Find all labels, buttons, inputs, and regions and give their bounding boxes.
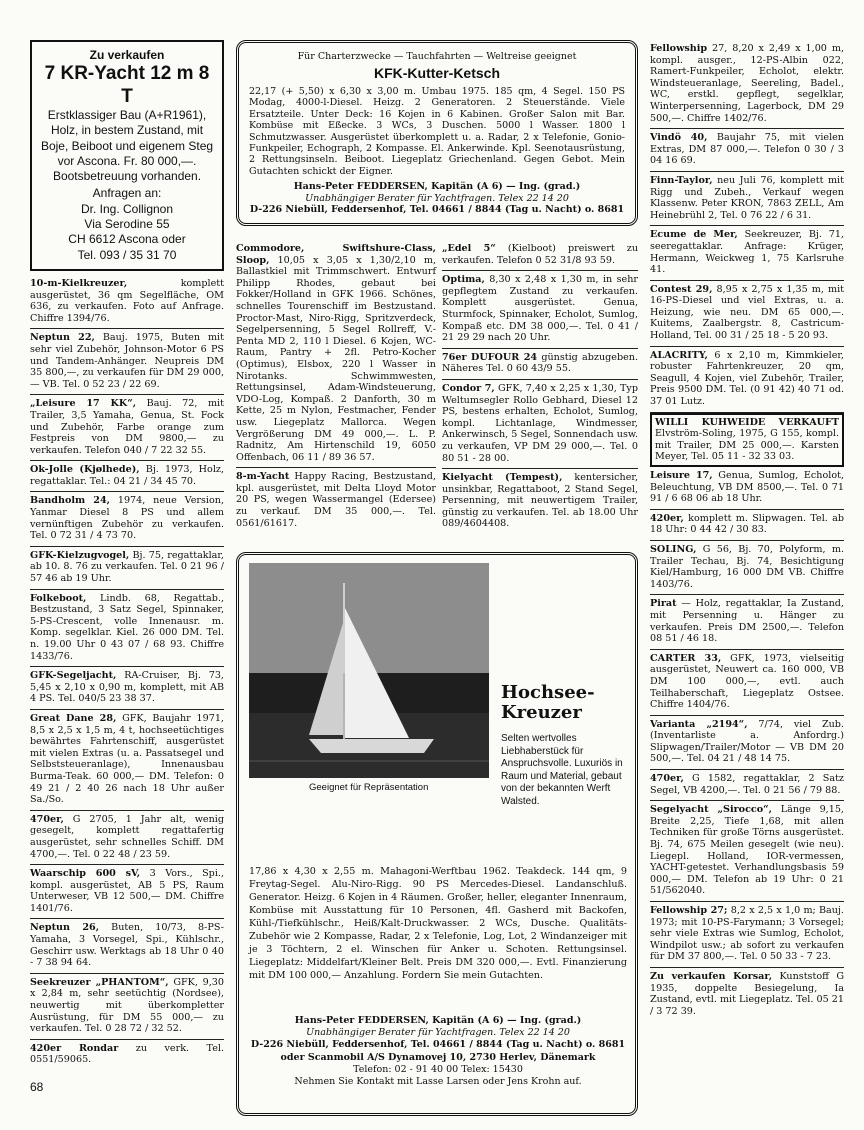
classified-ad [442,240,638,271]
classified-ad-text: Genua, Sumlog, Echolot, Beleuchtung, VB DM 8500,—. Tel. 0 71 91 / 6 68 06 ab 18 Uhr. [650,470,844,505]
classified-ad-lead: 470er, [30,813,64,825]
classified-ad-lead: 76er DUFOUR 24 [442,351,538,363]
classified-ad-text: 8,30 x 2,48 x 1,30 m, in sehr gepflegtem Zustand zu verkaufen. Komplett ausgerüstet. Genua, Sturmfock, Spinnaker, Echolot, Sumlog, Kompaß etc. DM 38 000,—. Tel. 0 41 / 21 29 29 nach 20 Uhr. [442,274,638,344]
classified-ad-lead: GFK-Kielzugvogel, [30,549,130,561]
kfk-sig-line: Unabhängiger Berater für Yachtfragen. Telex 22 14 20 [305,192,569,204]
classified-ad-lead: Contest 29, [650,283,713,295]
classified-ad [30,710,224,811]
classified-ad [30,667,224,710]
classified-ad [650,40,844,129]
classified-ad-lead: „Edel 5“ [442,243,496,254]
box-ad-contact-line: Tel. 093 / 35 31 70 [77,247,177,262]
box-ad-contact-lead: Anfragen an: [92,186,162,201]
box-ad-title: Zu verkaufen [89,48,165,62]
classified-ad-text: Happy Racing, Bestzustand, kpl. ausgerüstet, mit Delta Lloyd Motor 20 PS, wegen Wassermangel (Edersee) zu verkauf. DM 35 000,—. Tel. 0561/61617. [236,471,436,529]
classified-ad-lead: GFK-Segeljacht, [30,670,117,682]
classified-ad-lead: Bandholm 24, [30,495,110,507]
classified-ad-text: Kunststoff G 1935, doppelte Besiegelung, Ia Zustand, evtl. mit Liegeplatz. Tel. 05 21 / 3 72 39. [650,970,844,1017]
classified-ad [30,275,224,329]
classified-ad-text: Elvström-Soling, 1975, G 155, kompl. mit Trailer, DM 25 000,—. Karsten Meyer, Tel. 05 11 - 32 33 03. [655,428,839,463]
classified-ad-text: 8,2 x 2,5 x 1,0 m; Bauj. 1973; mit 10-PS-Farymann; 3 Vorsegel; sehr viele Extras wie Sumlog, Echolot, Windpilot usw.; ab sofort zu verkaufen für DM 37 800,—. Tel. 0 50 33 - 7 23. [650,905,844,963]
classified-ad-lead: Finn-Taylor, [650,174,713,186]
classified-ad-lead: Pirat [650,598,677,610]
classified-ad-text: 3 Vors., Spi., kompl. ausgerüstet, AB 5 PS, Raum Unterweser, VB 12 500,— DM. Chiffre 1401/76. [30,868,224,914]
classified-ad-text: RA-Cruiser, Bj. 73, 5,45 x 2,10 x 0,90 m, komplett, mit AB 4 PS. Tel. 040/5 23 38 37. [30,670,224,705]
classified-ad-lead: Neptun 22, [30,332,95,344]
classified-ad [650,968,844,1021]
hochsee-sig-line: Unabhängiger Berater für Yachtfragen. Telex 22 14 20 [306,1027,570,1039]
box-ad-contact-line: Via Serodine 55 [84,217,170,232]
classified-ad [650,650,844,716]
classified-ad [650,467,844,510]
classified-ad [30,547,224,590]
classified-ad-text: GFK, Baujahr 1971, 8,5 x 2,5 x 1,5 m, 4 t, hochseetüchtiges bewährtes Fahrtenschiff, ausgerüstet mit vielen Extras (u. a. Passatsegel und Selbststeueranlage), Innenausbau Burma-Teak. 60 000,— DM. Telefon: 0 49 21 / 2 40 26 nach 18 Uhr außer Sa./So. [30,712,224,806]
hochsee-sig-line: oder Scanmobil A/S Dynamovej 10, 2730 Herlev, Dänemark [280,1051,596,1063]
classified-ad-text: Buten, 10/73, 8-PS-Yamaha, 3 Vorsegel, Spi., Kühlschr., Geschirr usw. Werktags ab 18 Uhr 0 40 - 7 38 94 64. [30,922,224,969]
page-number: 68 [30,1080,44,1094]
classified-ad-lead: 420er Rondar [30,1042,119,1054]
classified-ad-text: GFK, 7,40 x 2,25 x 1,30, Typ Weltumsegler Rollo Gebhard, Diesel 12 PS, bestens erhalten, Echolot, Sumlog, kompl. Lichtanlage, Windmesser, Ankerwinsch, 5 Segel, Sonnendach usw. zu verkaufen, VP DM 29 000,—. Tel. 0 80 51 - 28 00. [442,382,638,464]
classified-ad [650,716,844,770]
classified-ad [442,380,638,469]
classified-ad-text: GFK, 1973, vielseitig ausgerüstet, Neuwert ca. 160 000, VB DM 100 000,—, evtl. auch Teilhaberschaft, Liegeplatz Ostsee. Chiffre 1404/76. [650,652,844,711]
classified-ad-lead: Fellowship 27; [650,905,728,916]
classified-ad [30,329,224,395]
classified-ad-lead: Condor 7, [442,382,495,394]
classified-ad-text: Länge 9,15, Breite 2,25, Tiefe 1,68, mit allen Techniken für große Törns ausgerüstet. Bj. 74, 675 Meilen gesegelt (wie neu). Liegepl. Holland, IOR-vermessen, YACHT-getestet. Verhandlungsbasis 59 000,— DM. Telefon ab 19 Uhr: 0 21 51/562040. [650,804,844,897]
hochsee-frame-ad [236,552,638,1116]
hochsee-sig-line: Nehmen Sie Kontakt mit Lasse Larsen oder Jens Krohn auf. [294,1076,582,1088]
classified-ad [650,595,844,649]
yacht-photo [249,563,489,778]
column-middle [236,40,639,1088]
classified-ad [442,349,638,380]
classified-ad-lead: Zu verkaufen Korsar, [650,970,773,982]
classified-ad-text: kentersicher, unsinkbar, Regattaboot, 2 Stand Segel, Persenning, mit neuwertigem Trailer, günstig zu verkaufen. Tel. ab 18.00 Uhr 089/4604408. [442,472,638,530]
classified-ad [442,469,638,534]
classified-ad-text: Bauj. 1975, Buten mit sehr viel Zubehör, Johnson-Motor 6 PS und Tandem-Anhänger. Neupreis DM 35 800,—, zu verkaufen für DM 29 000,— VB. Tel. 0 52 23 / 22 69. [30,332,224,390]
classified-ad-text: 10,05 x 3,05 x 1,30/2,10 m, Ballastkiel mit Trimmschwert. Entwurf Philipp Rhodes, gebaut bei Fokker/Holland in GFK 1966. Schönes, schnelles Tourenschiff im Bestzustand. Proctor-Mast, Niro-Rigg, Spritzverdeck, Segelpersenning, 5 Segel Rollreff, V.-Penta MD 2, 110 l Diesel. 6 Kojen, WC-Raum, Pantry + 2fl. Petro-Kocher (Optimus), Elsbox, 220 l Wasser in Nirotanks. Schwimmwesten, Rettungsinsel, Adam-Windsteuerung, VDO-Log, Kompaß. 2 Danforth, 30 m Kette, 25 m Nylon, Festmacher, Fender usw. Liegeplatz Mallorca. Wegen Vergrößerung DM 49 000,—. L. P. Radnitz, Am Hirtenschild 19, 6050 Offenbach, 06 11 / 89 36 57. [236,254,436,463]
classified-ad [30,865,224,919]
classified-ad-lead: 10-m-Kielkreuzer, [30,277,128,289]
classified-ad-text: 1974, neue Version, Yanmar Diesel 8 PS und allem vernünftigen Zubehör zu verkaufen. Tel. 0 72 31 / 4 73 70. [30,495,224,542]
classified-ad [30,1040,224,1070]
box-ad-contact-line: CH 6612 Ascona oder [68,232,186,247]
classified-ad [30,919,224,973]
classified-ad-text: G 56, Bj. 70, Polyform, m. Trailer Techau, Bj. 74, Besichtigung Kiel/Hamburg, 16 000 DM VB. Chiffre 1403/76. [650,543,844,590]
classified-ad-text: komplett m. Slipwagen. Tel. ab 18 Uhr: 0 44 42 / 30 83. [650,512,844,536]
classified-ad-lead: Seekreuzer „PHANTOM“, [30,976,169,988]
classified-ad-lead: 8-m-Yacht [236,471,290,483]
classified-list-right [650,40,844,1021]
box-ad-headline: 7 KR-Yacht 12 m 8 T [44,63,210,107]
classified-ad-text: Baujahr 75, mit vielen Extras, DM 87 000,—. Telefon 0 30 / 3 04 16 69. [650,132,844,167]
hochsee-signature [249,1015,627,1088]
box-ad-body: Erstklassiger Bau (A+R1961), Holz, in bestem Zustand, mit Boje, Beiboot und eigenem Steg vor Ascona. Fr. 80 000,—. Bootsbetreuung vorhanden. [40,108,214,184]
classified-list-left [30,275,224,1070]
classified-ad-lead: Vindö 40, [650,132,708,144]
kfk-top-line: Für Charterzwecke — Tauchfahrten — Weltreise geeignet [297,51,577,62]
classified-ad-text: günstig abzugeben. Näheres Tel. 0 60 43/9 55. [442,351,639,375]
classified-ad [236,240,436,468]
classified-ad-text: Bauj. 72, mit Trailer, 3,5 Yamaha, Genua, St. Fock und Zubehör, Farbe orange zum Festpreis von DM 9800,— zu verkaufen. Telefon 040 / 7 22 32 55. [30,398,224,456]
classified-ad-text: Lindb. 68, Regattab., Bestzustand, 3 Satz Segel, Spinnaker, 5-PS-Crescent, volle Innenausr. m. Komp. segelklar. Kiel. 26 000 DM. Tel. n. 19.00 Uhr 0 43 07 / 68 93. Chiffre 1433/76. [30,592,224,662]
hochsee-teaser: Selten wertvolles Liebhaberstück für Anspruchsvolle. Luxuriös in Raum und Material, gebaut von der bekannten Werft Walsted. [501,733,623,807]
box-ad-contact-line: Dr. Ing. Collignon [80,201,174,216]
classified-ad-lead: SOLING, [650,543,697,555]
classified-ad-text: — Holz, regattaklar, Ia Zustand, mit Persenning u. Hänger zu verkaufen. Preis DM 2500,—. Telefon 08 51 / 46 18. [650,598,844,645]
classified-ad-lead: WILLI KUHWEIDE VERKAUFT [655,416,839,428]
classified-ad-lead: 420er, [650,512,684,524]
classified-ad [650,902,844,968]
classified-ad [30,395,224,461]
kfk-text: 22,17 (+ 5,50) x 6,30 x 3,00 m. Umbau 1975. 185 qm, 4 Segel. 150 PS Modag, 4000-l-Diesel. Heizg. 2 Generatoren. 2 Steuerstände. Viele Ersatzteile. Unter Deck: 16 Kojen in 6 Kabinen. Großer Salon mit Bar. Kombüse mit Eßecke. 3 WCs, 3 Duschen. 5000 l Wasser. 1800 l Schmutzwasser. Ausgerüstet überkomplett u. a. Radar, 2 x Telefonie, Gonio-Funkpeiler, Echograph, 2 Kompasse. El. Ankerwinde. Kpl. Seenotausrüstung, 2 Rettungsinseln. Beiboot. Liegeplatz Griechenland. Gegen Gebot. Mein Gutachten schickt der Eigner. [249,86,625,177]
classified-ad-text: zu verk. Tel. 0551/59065. [30,1042,224,1066]
classified-ad-text: (Kielboot) preiswert zu verkaufen. Telefon 0 52 31/8 93 59. [442,243,638,266]
classified-ad [650,281,844,347]
classified-ad [30,590,224,668]
classified-ad-lead: CARTER 33, [650,652,722,664]
classified-ad-lead: Fellowship [650,43,708,54]
hochsee-title: Hochsee-Kreuzer [501,682,595,723]
classified-ad-lead: 470er, [650,773,684,785]
kfk-sig-line: D-226 Niebüll, Feddersenhof, Tel. 04661 / 8844 (Tag u. Nacht) o. 8681 [249,204,625,216]
classified-ad-text: komplett ausgerüstet, 36 qm Segelfläche, OM 636, zu verkaufen. Foto auf Anfrage. Chiffre 1394/76. [30,277,224,324]
classified-ad-lead: Ok-Jolle (Kjølhede), [30,464,140,476]
classified-ad [650,770,844,801]
classified-list-middle-right [442,240,638,534]
column-right [650,40,844,1021]
classified-ad-text: 27, 8,20 x 2,49 x 1,00 m, kompl. ausger., 12-PS-Albin 022, Ramert-Funkpeiler, Echolot, elektr. Windsteueranlage, Seereling, Badel., WC, erstkl. gepflegt, segelklar, Winterpersenning, Lagerbock, DM 29 500,—. Chiffre 1402/76. [650,43,844,124]
classified-ad-lead: Segelyacht „Sirocco“, [650,804,773,816]
classified-ad-lead: ALACRITY, [650,349,708,361]
column-left [30,40,224,1070]
classified-ad [650,347,844,413]
classified-ad [650,226,844,280]
classified-ad [650,172,844,226]
classified-ad-text: Bj. 1973, Holz, regattaklar. Tel.: 04 21 / 34 45 70. [30,464,224,487]
hochsee-sig-line: Hans-Peter FEDDERSEN, Kapitän (A 6) — Ing. (grad.) [294,1015,582,1026]
classified-ad-text: Bj. 75, regattaklar, ab 10. 8. 76 zu verkaufen. Tel. 0 21 96 / 57 46 ab 19 Uhr. [30,549,224,585]
classified-ad-lead: Neptun 26, [30,922,100,934]
classified-ad-text: G 1582, regattaklar, 2 Satz Segel, VB 4200,—. Tel. 0 21 56 / 79 88. [650,773,844,796]
hochsee-sig-line: D-226 Niebüll, Feddersenhof, Tel. 04661 / 8844 (Tag u. Nacht) o. 8681 [250,1039,626,1051]
classified-ad [650,801,844,902]
classified-ad [30,811,224,865]
classified-ad [30,492,224,546]
classified-ad-lead: Leisure 17, [650,470,713,481]
classified-ad [650,510,844,541]
box-ad-kr-yacht [30,40,224,271]
classified-ad-lead: Optima, [442,274,485,286]
kfk-sig-line: Hans-Peter FEDDERSEN, Kapitän (A 6) — Ing. (grad.) [293,181,581,193]
classified-ad [650,541,844,595]
hochsee-body: 17,86 x 4,30 x 2,55 m. Mahagoni-Werftbau 1962. Teakdeck. 144 qm, 9 Freytag-Segel. Alu-Niro-Rigg. 90 PS Mercedes-Diesel. Landanschluß. Generator. Heizg. 6 Kojen in 4 Räumen. Großer, heller, eleganter Innenraum, Kombüse mit Ausstattung für 10 Personen, 4fl. Gasherd mit Backofen, Kühl-/Tiefkühlschr., Heiß/Kalt-Druckwasser. 2 WCs, Dusche. Qualitäts-Zubehör wie 2 Kompasse, Radar, 2 x Telefonie, Log, Lot, 2 Windanzeiger mit je 3 Töchtern, 2 el. Winschen für Anker u. Schoten. Rettungsinsel. Liegeplatz: Middelfart/Kleiner Belt. Preis DM 320 000,—. Evtl. Finanzierung mit DM 100 000,— Anzahlung. Fordern Sie mein Gutachten. [249,866,627,981]
photo-caption: Geeignet für Repräsentation [309,782,429,793]
classified-ad [442,271,638,349]
classified-ad-text: GFK, 9,30 x 2,84 m, sehr seetüchtig (Nordsee), neuwertig mit überkompletter Ausrüstung, für DM 55 000,— zu verkaufen. Tel. 0 28 72 / 32 52. [30,976,224,1035]
classified-ad [30,461,224,492]
classified-ad-lead: Commodore, Swiftshure-Class, Sloop, [236,243,436,266]
classified-ad-lead: Varianta „2194“, [650,718,748,730]
classified-ad [236,468,436,533]
classified-ad-text: neu Juli 76, komplett mit Rigg und Zubeh., Verkauf wegen Klassenw. Peter KRON, 7863 ZELL, Am Heinebrühl 2, Tel. 0 76 22 / 6 31. [650,174,844,221]
classified-ad-lead: Folkeboot, [30,592,87,604]
classified-ad-lead: „Leisure 17 KK“, [30,398,137,410]
classified-ad-text: Seekreuzer, Bj. 71, seeregattaklar. Anfrage: Krüger, Hermann, Weickweg 1, 75 Karlsruhe 41. [650,229,844,276]
kfk-frame-ad [236,40,638,226]
classified-ad-text: 6 x 2,10 m, Kimmkieler, robuster Fahrtenkreuzer, 20 qm, Seagull, 4 Kojen, viel Zubehör, Trailer, Preis 9500 DM. Tel. (0 91 42) 40 71 od. 37 01 Lutz. [650,349,844,408]
kfk-signature [249,181,625,215]
classified-ad [650,413,844,467]
classified-ad-text: G 2705, 1 Jahr alt, wenig gesegelt, komplett regattafertig ausgerüstet, sehr schnelles Schiff. DM 4700,—. Tel. 0 22 48 / 23 59. [30,813,224,860]
classified-ad-lead: Ecume de Mer, [650,229,738,241]
classified-ad [30,974,224,1040]
classified-ad-text: 8,95 x 2,75 x 1,35 m, mit 16-PS-Diesel und viel Extras, u. a. Heizung, wie neu. DM 65 000,—. Kuitems, Zaalbergstr. 8, Castricum-Holland, Tel. 00 31 / 25 18 - 5 20 93. [650,283,844,342]
kfk-title: KFK-Kutter-Ketsch [374,65,500,81]
classified-ad-lead: Great Dane 28, [30,712,117,724]
classified-ad-lead: Waarschip 600 sV, [30,868,141,880]
classified-ad-text: 7/74, viel Zub. (Inventarliste a. Anfordrg.) Slipwagen/Trailer/Motor — VB DM 20 500,—. Tel. 04 21 / 48 14 75. [650,718,844,765]
classified-ad-lead: Kielyacht (Tempest), [442,472,563,484]
classified-ad [650,129,844,172]
hochsee-sig-line: Telefon: 02 - 91 40 00 Telex: 15430 [353,1063,523,1075]
classified-list-middle-left [236,240,436,533]
sailboat-image [249,563,489,778]
